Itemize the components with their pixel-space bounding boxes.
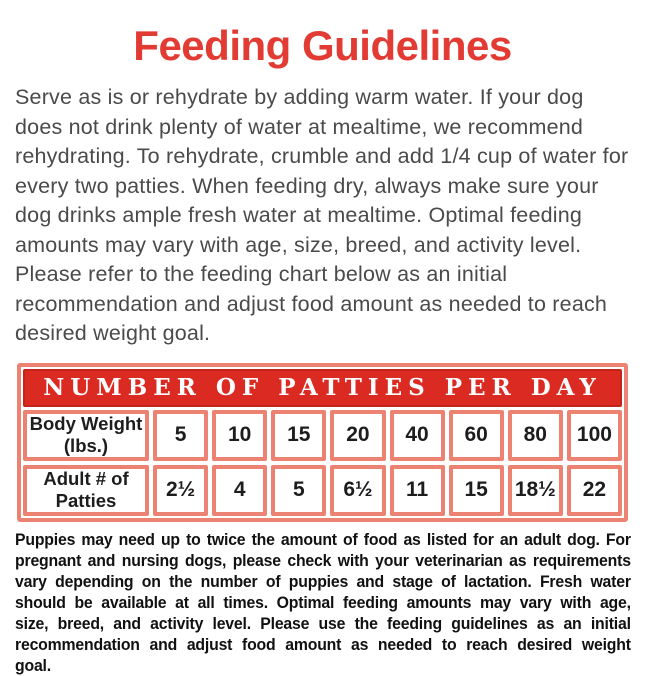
- body-weight-value: 60: [449, 410, 504, 461]
- row-header-body-weight: [23, 410, 149, 461]
- patties-value: 6½: [330, 465, 385, 516]
- feeding-chart-header: NUMBER OF PATTIES PER DAY: [23, 369, 622, 407]
- patties-value: 15: [449, 465, 504, 516]
- body-weight-value: 5: [153, 410, 208, 461]
- body-weight-value: 15: [271, 410, 326, 461]
- row-header-adult-patties-line2: Patties: [55, 490, 117, 511]
- body-weight-value: 40: [390, 410, 445, 461]
- footnote-text: Puppies may need up to twice the amount of food as listed for an adult dog. For pregnant and nursing dogs, please check with your veterinarian as requirements vary depending on the number of puppies and stage of lactation. Fresh water should be available at all times. Optimal feeding amounts may vary with age, size, breed, and activity level. Please use the feeding guidelines as an initial recommendation and adjust food amount as needed to reach desired weight goal.: [15, 529, 631, 675]
- row-header-adult-patties-line1: Adult # of: [43, 468, 129, 490]
- body-weight-value: 20: [330, 410, 385, 461]
- feeding-chart-grid: [23, 410, 622, 516]
- row-header-adult-patties: [23, 465, 149, 516]
- patties-value: 18½: [508, 465, 563, 516]
- patties-value: 2½: [153, 465, 208, 516]
- patties-value: 22: [567, 465, 622, 516]
- row-header-body-weight-line1: Body Weight: [29, 413, 143, 435]
- intro-paragraph: Serve as is or rehydrate by adding warm water. If your dog does not drink plenty of water at mealtime, we recommend rehydrating. To rehydrate, crumble and add 1/4 cup of water for every two patties. When feeding dry, always make sure your dog drinks ample fresh water at mealtime. Optimal feeding amounts may vary with age, size, breed, and activity level. Please refer to the feeding chart below as an initial recommendation and adjust food amount as needed to reach desired weight goal.: [15, 85, 629, 345]
- footnote: [15, 529, 631, 676]
- patties-value: 11: [390, 465, 445, 516]
- body-weight-value: 10: [212, 410, 267, 461]
- patties-value: 4: [212, 465, 267, 516]
- patties-value: 5: [271, 465, 326, 516]
- body-weight-value: 80: [508, 410, 563, 461]
- feeding-chart: [17, 363, 628, 522]
- page-title: Feeding Guidelines: [133, 22, 512, 69]
- row-header-body-weight-line2: (lbs.): [63, 435, 109, 456]
- body-weight-value: 100: [567, 410, 622, 461]
